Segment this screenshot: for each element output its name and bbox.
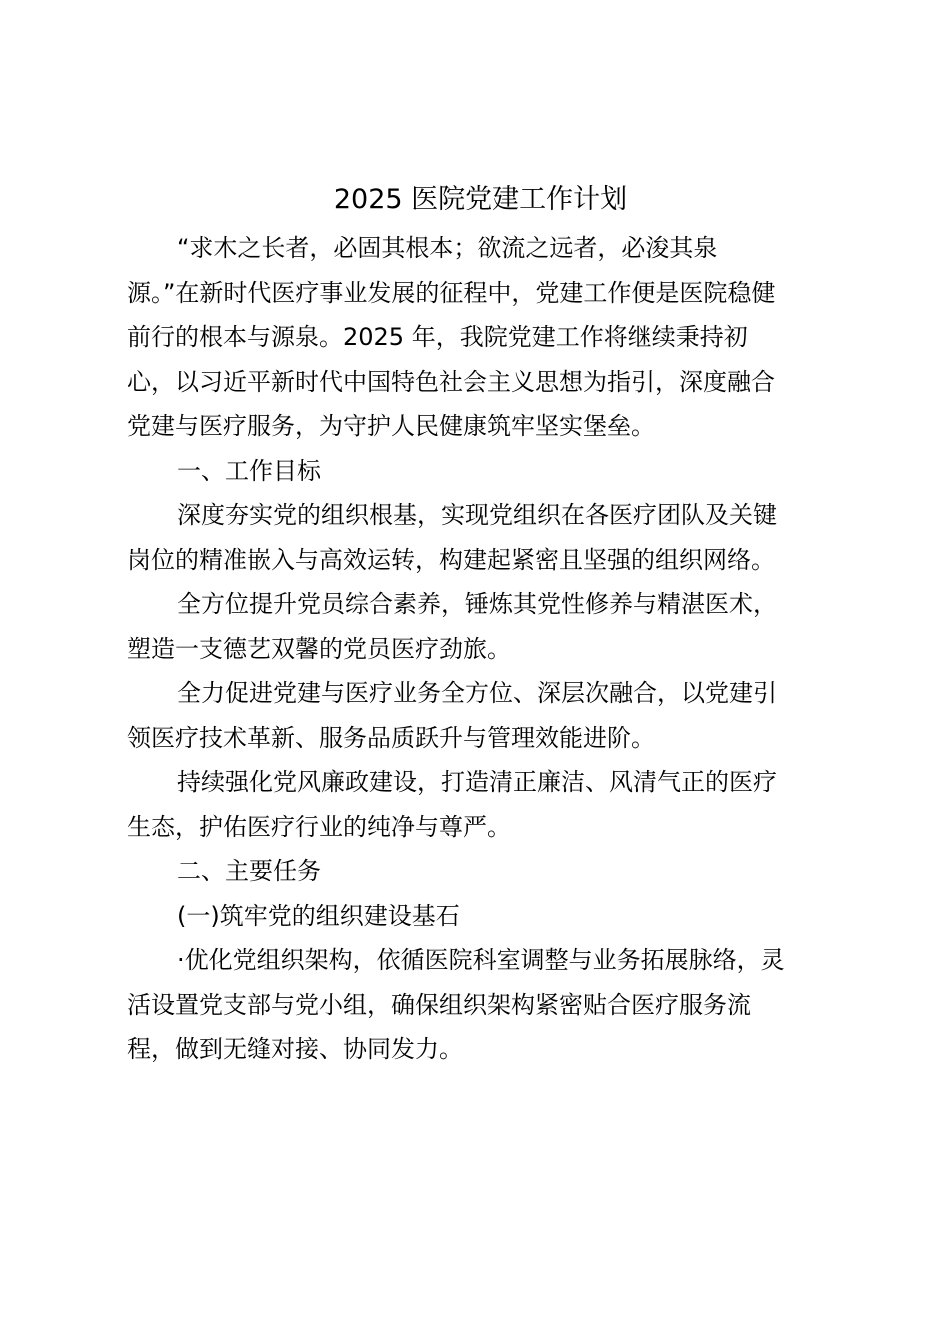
paragraph (127, 226, 832, 449)
paragraph (127, 449, 832, 494)
paragraph (127, 582, 832, 671)
paragraph-line: 党建与医疗服务，为守护人民健康筑牢坚实堡垒。 (127, 412, 655, 440)
document-page (127, 178, 832, 1072)
paragraph-line: 全方位提升党员综合素养，锤炼其党性修养与精湛医术， (177, 590, 777, 618)
paragraph-line: 程，做到无缝对接、协同发力。 (127, 1035, 463, 1063)
paragraph (127, 938, 832, 1072)
paragraph-line: 活设置党支部与党小组，确保组织架构紧密贴合医疗服务流 (127, 990, 751, 1019)
paragraph-line: 源。”在新时代医疗事业发展的征程中，党建工作便是医院稳健 (127, 278, 776, 307)
paragraph-line: “求木之长者，必固其根本；欲流之远者，必浚其泉 (177, 234, 718, 262)
paragraph-line: 前行的根本与源泉。2025 年，我院党建工作将继续秉持初 (127, 323, 748, 351)
document-title: 2025 医院党建工作计划 (333, 184, 628, 215)
paragraph-line: 一、工作目标 (177, 456, 321, 485)
paragraph-line: 领医疗技术革新、服务品质跃升与管理效能进阶。 (127, 723, 655, 752)
paragraph-line: 生态，护佑医疗行业的纯净与尊严。 (127, 812, 511, 841)
paragraph-line: 深度夯实党的组织根基，实现党组织在各医疗团队及关键 (177, 501, 777, 529)
paragraph (127, 493, 832, 582)
paragraph (127, 760, 832, 849)
paragraph-line: 心，以习近平新时代中国特色社会主义思想为指引，深度融合 (127, 367, 775, 396)
paragraph (127, 894, 832, 939)
paragraph-line: (一)筑牢党的组织建设基石 (177, 901, 460, 930)
paragraph (127, 671, 832, 760)
paragraph-line: 岗位的精准嵌入与高效运转，构建起紧密且坚强的组织网络。 (127, 545, 775, 574)
paragraph-line: 塑造一支德艺双馨的党员医疗劲旅。 (127, 634, 511, 663)
document-body (127, 226, 832, 1072)
paragraph-line: 全力促进党建与医疗业务全方位、深层次融合，以党建引 (177, 679, 777, 707)
paragraph-line: 二、主要任务 (177, 857, 321, 885)
paragraph-line: ·优化党组织架构，依循医院科室调整与业务拓展脉络，灵 (177, 946, 785, 974)
paragraph (127, 849, 832, 894)
paragraph-line: 持续强化党风廉政建设，打造清正廉洁、风清气正的医疗 (177, 768, 777, 796)
